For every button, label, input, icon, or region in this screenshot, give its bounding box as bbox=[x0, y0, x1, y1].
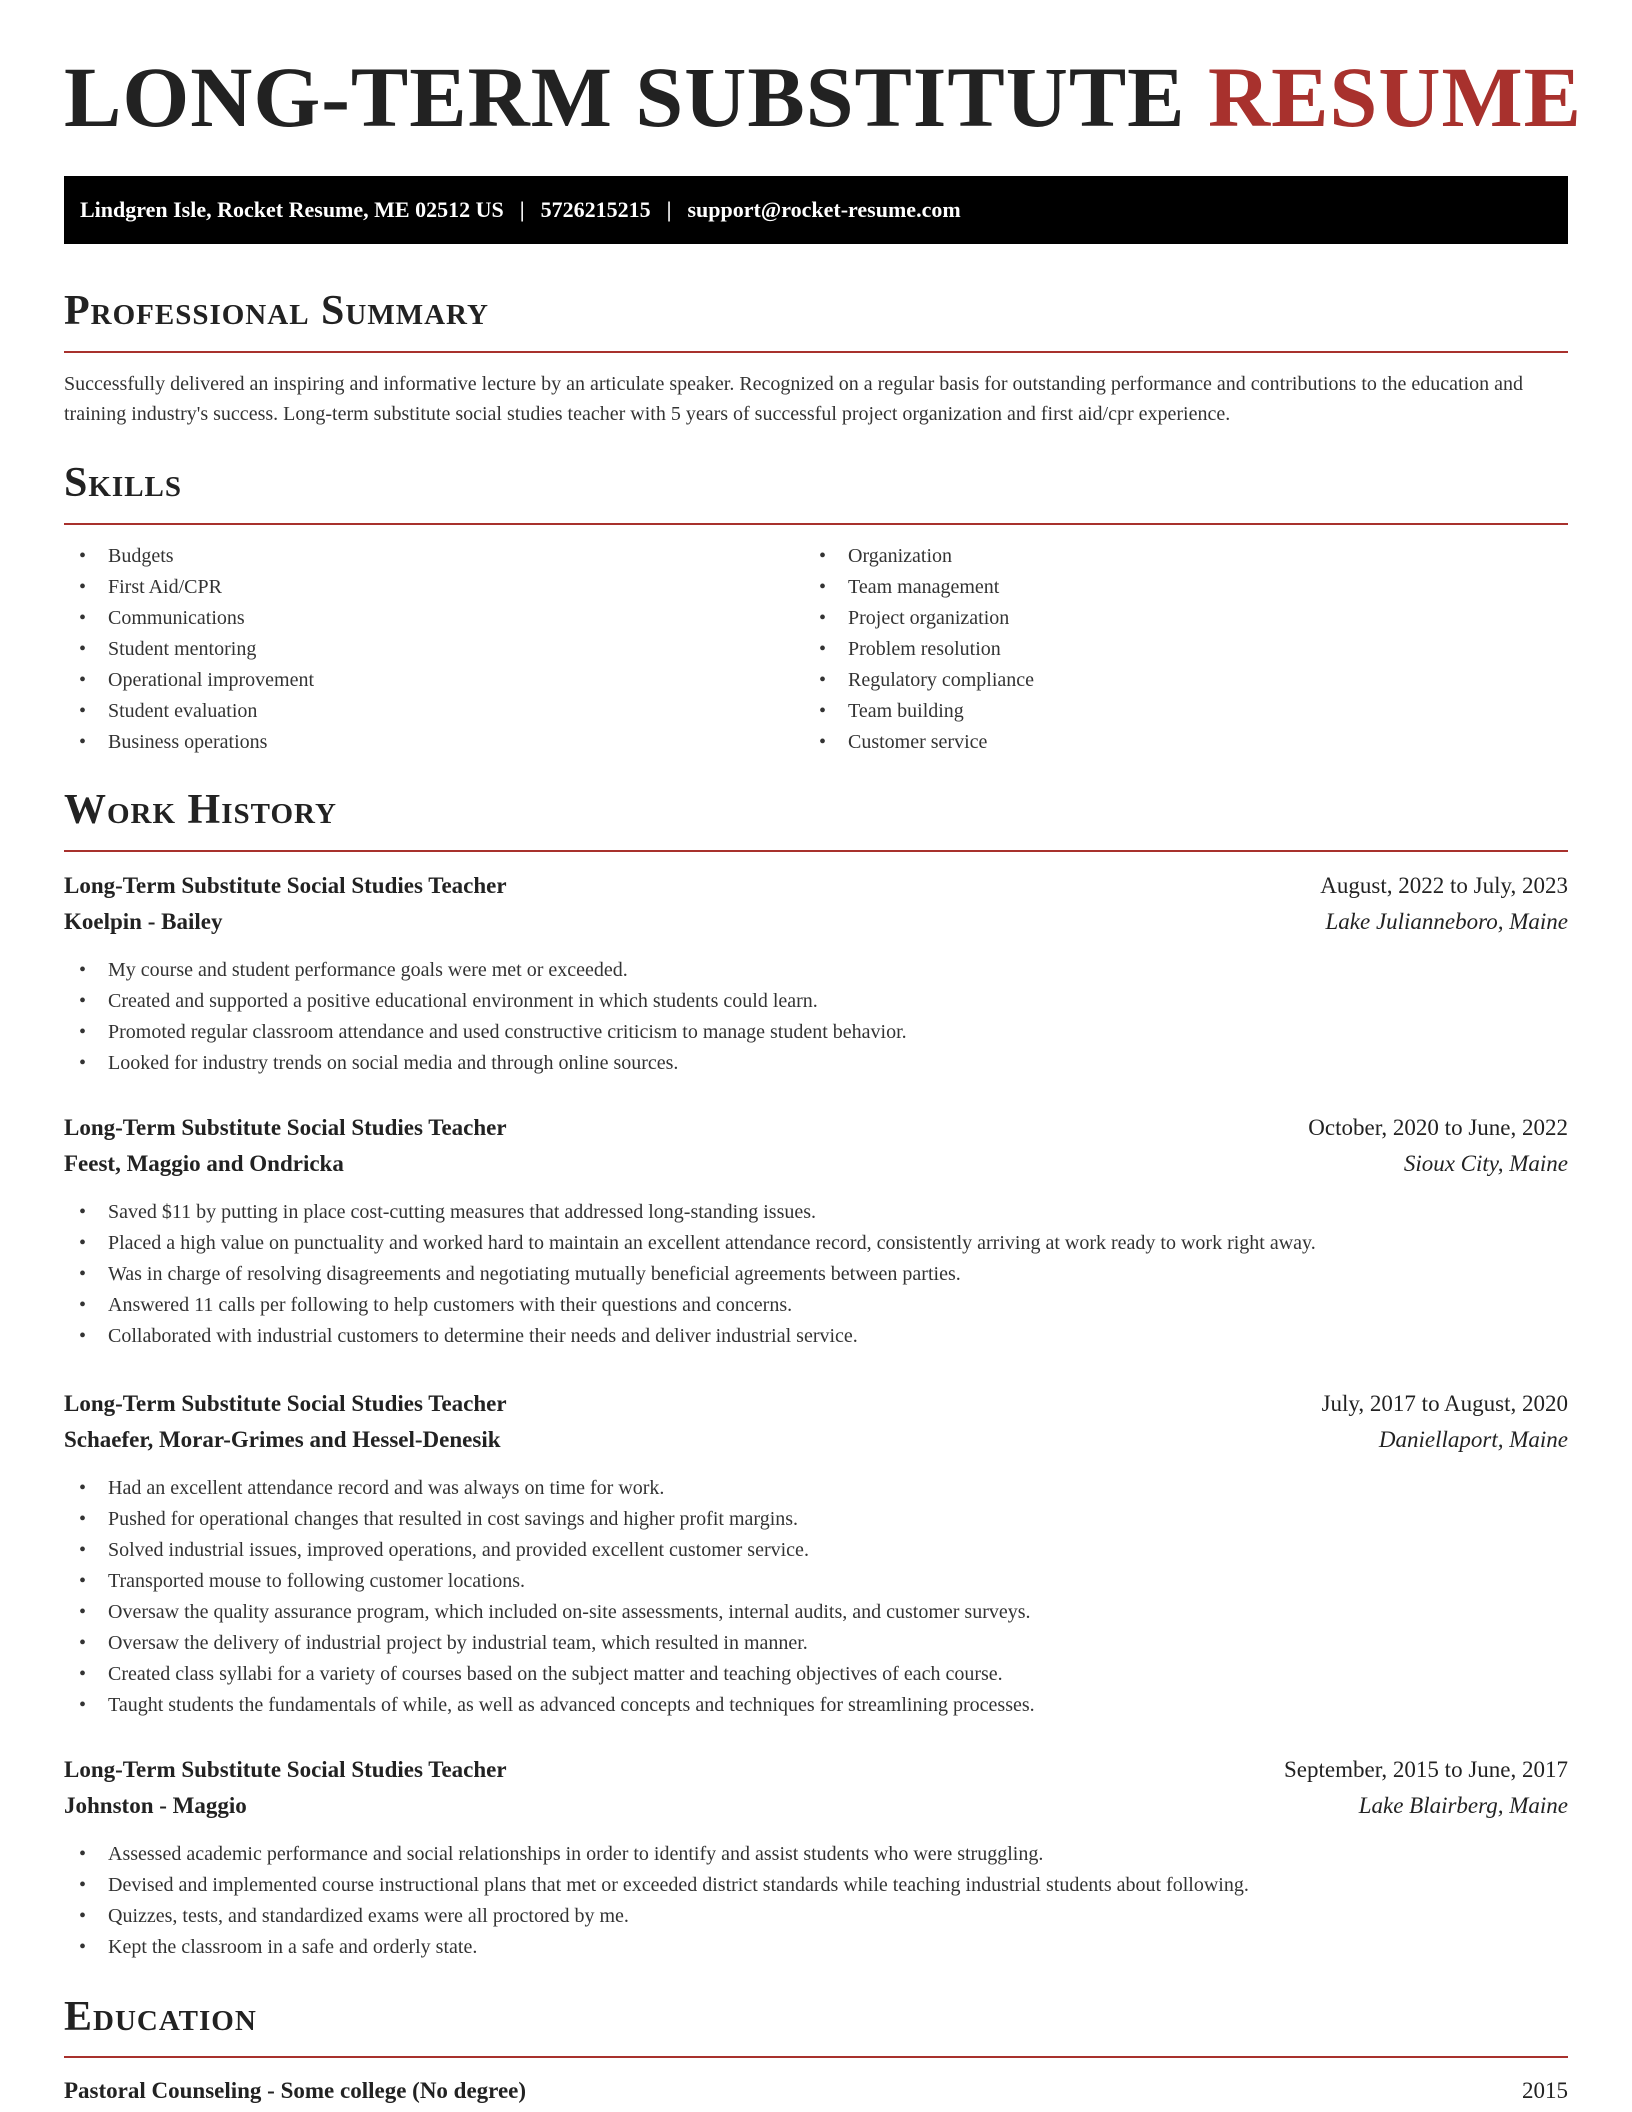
job-bullet: • Taught students the fundamentals of while, as well as advanced concepts and techniques for streamlining processes. bbox=[64, 1690, 1568, 1721]
job-bullet: • Assessed academic performance and social relationships in order to identify and assist students who were struggling. bbox=[64, 1839, 1568, 1870]
job-title: Long-Term Substitute Social Studies Teacher bbox=[64, 1115, 507, 1140]
section-divider bbox=[64, 850, 1568, 852]
job-bullet: • Transported mouse to following customer locations. bbox=[64, 1566, 1568, 1597]
education-year: 2015 bbox=[1522, 2078, 1568, 2103]
job-entry bbox=[64, 1389, 1568, 1721]
job-title: Long-Term Substitute Social Studies Teacher bbox=[64, 1757, 507, 1782]
summary-heading: Professional Summary bbox=[64, 288, 489, 334]
job-title: Long-Term Substitute Social Studies Teacher bbox=[64, 873, 507, 898]
job-bullets bbox=[64, 1473, 1568, 1721]
section-divider bbox=[64, 523, 1568, 525]
title-accent: RESUME bbox=[1208, 49, 1582, 145]
skill-item: • Communications bbox=[64, 603, 314, 634]
job-bullet: • Quizzes, tests, and standardized exams were all proctored by me. bbox=[64, 1901, 1568, 1932]
job-location: Lake Julianneboro, Maine bbox=[1325, 909, 1568, 934]
skill-item: • Problem resolution bbox=[804, 634, 1034, 665]
job-bullets bbox=[64, 955, 1568, 1079]
job-bullet: • Promoted regular classroom attendance and used constructive criticism to manage student behavior. bbox=[64, 1017, 1568, 1048]
skill-item: • Student mentoring bbox=[64, 634, 314, 665]
contact-bar bbox=[64, 176, 1568, 244]
job-bullet: • Collaborated with industrial customers to determine their needs and deliver industrial service. bbox=[64, 1321, 1568, 1352]
job-entry bbox=[64, 1755, 1568, 1963]
job-company: Johnston - Maggio bbox=[64, 1793, 247, 1818]
job-bullet: • Created and supported a positive educational environment in which students could learn. bbox=[64, 986, 1568, 1017]
skill-item: • Customer service bbox=[804, 727, 1034, 758]
job-bullet: • Oversaw the delivery of industrial project by industrial team, which resulted in manner. bbox=[64, 1628, 1568, 1659]
skill-item: • Regulatory compliance bbox=[804, 665, 1034, 696]
job-bullet: • Placed a high value on punctuality and worked hard to maintain an excellent attendance record, consistently arriving at work ready to work right away. bbox=[64, 1228, 1568, 1259]
job-company: Feest, Maggio and Ondricka bbox=[64, 1151, 344, 1176]
job-entry bbox=[64, 871, 1568, 1079]
job-bullet: • Had an excellent attendance record and was always on time for work. bbox=[64, 1473, 1568, 1504]
job-company: Koelpin - Bailey bbox=[64, 909, 223, 934]
job-location: Lake Blairberg, Maine bbox=[1358, 1793, 1568, 1818]
contact-separator: | bbox=[666, 197, 672, 222]
contact-email: support@rocket-resume.com bbox=[687, 197, 961, 222]
skill-item: • First Aid/CPR bbox=[64, 572, 314, 603]
skill-item: • Organization bbox=[804, 541, 1034, 572]
job-title: Long-Term Substitute Social Studies Teacher bbox=[64, 1391, 507, 1416]
skill-item: • Budgets bbox=[64, 541, 314, 572]
skills-heading: Skills bbox=[64, 460, 183, 506]
job-bullet: • Pushed for operational changes that resulted in cost savings and higher profit margins. bbox=[64, 1504, 1568, 1535]
job-bullet: • Answered 11 calls per following to help customers with their questions and concerns. bbox=[64, 1290, 1568, 1321]
contact-phone: 5726215215 bbox=[540, 197, 651, 222]
job-bullets bbox=[64, 1197, 1568, 1352]
job-dates: October, 2020 to June, 2022 bbox=[1308, 1115, 1568, 1140]
job-dates: July, 2017 to August, 2020 bbox=[1321, 1391, 1568, 1416]
skills-list-left bbox=[64, 541, 314, 758]
job-bullet: • Created class syllabi for a variety of courses based on the subject matter and teaching objectives of each course. bbox=[64, 1659, 1568, 1690]
education-heading: Education bbox=[64, 1994, 257, 2040]
job-bullet: • Solved industrial issues, improved operations, and provided excellent customer service. bbox=[64, 1535, 1568, 1566]
work-history-heading: Work History bbox=[64, 787, 337, 833]
job-bullet: • Saved $11 by putting in place cost-cutting measures that addressed long-standing issues. bbox=[64, 1197, 1568, 1228]
job-location: Sioux City, Maine bbox=[1403, 1151, 1568, 1176]
job-entry bbox=[64, 1113, 1568, 1352]
education-degree: Pastoral Counseling - Some college (No degree) bbox=[64, 2078, 527, 2103]
skill-item: • Operational improvement bbox=[64, 665, 314, 696]
section-divider bbox=[64, 2056, 1568, 2058]
skill-item: • Business operations bbox=[64, 727, 314, 758]
section-divider bbox=[64, 351, 1568, 353]
job-dates: September, 2015 to June, 2017 bbox=[1284, 1757, 1568, 1782]
contact-separator: | bbox=[519, 197, 525, 222]
job-bullet: • Kept the classroom in a safe and orderly state. bbox=[64, 1932, 1568, 1963]
job-bullet: • Devised and implemented course instructional plans that met or exceeded district standards while teaching industrial students about following. bbox=[64, 1870, 1568, 1901]
job-bullet: • Oversaw the quality assurance program, which included on-site assessments, internal audits, and customer surveys. bbox=[64, 1597, 1568, 1628]
summary-text: Successfully delivered an inspiring and informative lecture by an articulate speaker. Recognized on a regular basis for outstanding performance and contributions to the education and training industry's success. Long-term substitute social studies teacher with 5 years of successful project organization and first aid/cpr experience. bbox=[64, 373, 1523, 425]
skill-item: • Team management bbox=[804, 572, 1034, 603]
job-bullet: • Looked for industry trends on social media and through online sources. bbox=[64, 1048, 1568, 1079]
resume-title bbox=[64, 49, 1582, 145]
job-company: Schaefer, Morar-Grimes and Hessel-Denesik bbox=[64, 1427, 501, 1452]
job-dates: August, 2022 to July, 2023 bbox=[1320, 873, 1568, 898]
education-entry bbox=[64, 2076, 1568, 2106]
job-bullet: • My course and student performance goals were met or exceeded. bbox=[64, 955, 1568, 986]
skill-item: • Student evaluation bbox=[64, 696, 314, 727]
job-bullet: • Was in charge of resolving disagreements and negotiating mutually beneficial agreements between parties. bbox=[64, 1259, 1568, 1290]
contact-address: Lindgren Isle, Rocket Resume, ME 02512 US bbox=[80, 197, 504, 222]
job-bullets bbox=[64, 1839, 1568, 1963]
skill-item: • Project organization bbox=[804, 603, 1034, 634]
title-main: LONG-TERM SUBSTITUTE bbox=[64, 49, 1209, 145]
skills-list-right bbox=[804, 541, 1034, 758]
skill-item: • Team building bbox=[804, 696, 1034, 727]
job-location: Daniellaport, Maine bbox=[1378, 1427, 1568, 1452]
